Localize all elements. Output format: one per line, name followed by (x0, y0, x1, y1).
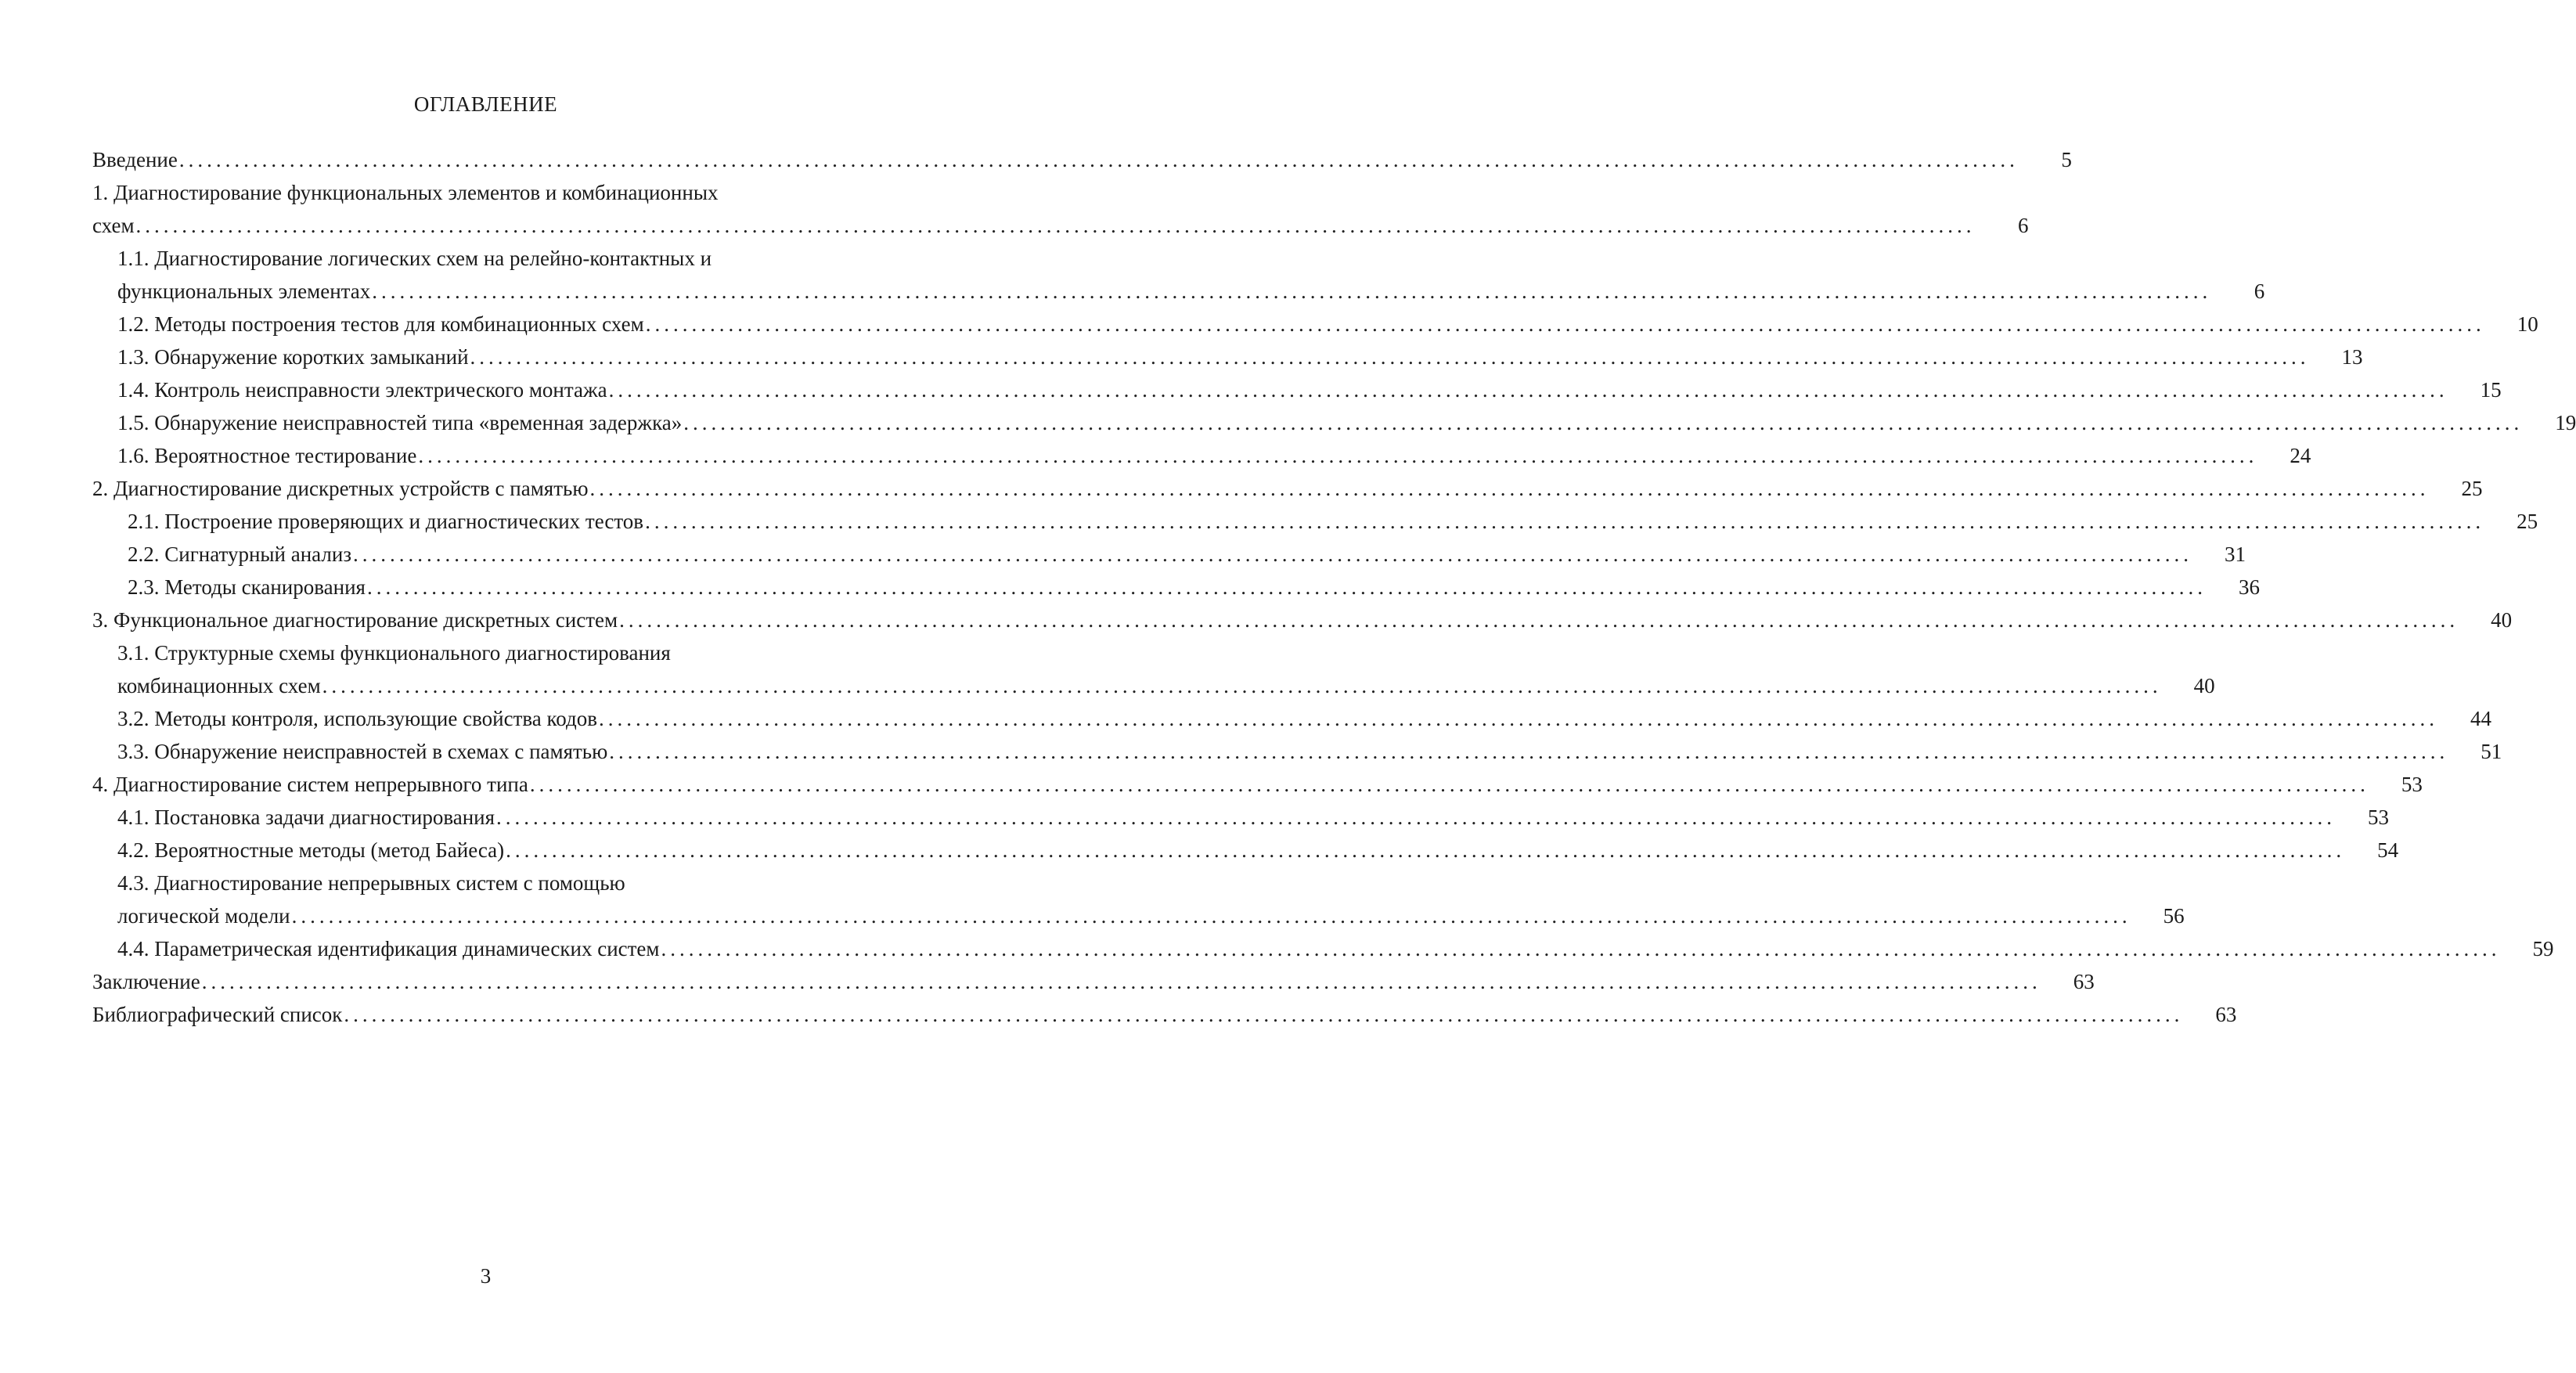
toc-entry-chapter-2 (92, 472, 2483, 505)
toc-entry-chapter-1 (92, 176, 885, 209)
toc-entry-4-1 (92, 801, 2390, 834)
dot-leader: ........................................................................................................................................................................................................ (496, 805, 2336, 829)
toc-entry-introduction (92, 143, 2072, 176)
toc-entry-2-3 (92, 571, 2260, 604)
toc-entry-text: 3.2. Методы контроля, использующие свойства кодов (117, 707, 597, 730)
toc-entry-page: 54 (2377, 838, 2399, 862)
toc-entry-page: 63 (2073, 970, 2095, 993)
toc-entry-page: 63 (2215, 1003, 2237, 1026)
toc-entry-page: 10 (2517, 312, 2538, 336)
toc-entry-text: 1.4. Контроль неисправности электрического монтажа (117, 378, 607, 402)
dot-leader: ........................................................................................................................................................................................................ (529, 773, 2369, 796)
toc-entry-4-2 (92, 834, 2399, 867)
toc-entry-text: 1.6. Вероятностное тестирование (117, 444, 417, 467)
toc-entry-page: 53 (2401, 773, 2423, 796)
table-of-contents (92, 143, 2576, 1031)
toc-entry-text: 1.3. Обнаружение коротких замыканий (117, 345, 469, 369)
toc-entry-text: 4.1. Постановка задачи диагностирования (117, 805, 495, 829)
toc-entry-chapter-1-cont (92, 209, 2029, 242)
toc-entry-4-3-cont (92, 899, 2185, 932)
toc-entry-text: Введение (92, 148, 178, 171)
toc-entry-1-1-cont (92, 275, 2265, 308)
toc-entry-page: 51 (2481, 740, 2502, 763)
toc-entry-text: 3. Функциональное диагностирование дискретных систем (92, 608, 618, 632)
toc-entry-page: 44 (2470, 707, 2491, 730)
toc-entry-4-3 (92, 867, 885, 899)
dot-leader: ........................................................................................................................................................................................................ (291, 904, 2131, 928)
toc-entry-text: 3.1. Структурные схемы функционального диагностирования (117, 641, 671, 665)
toc-entry-text: логической модели (117, 904, 290, 928)
dot-leader: ........................................................................................................................................................................................................ (178, 148, 2019, 171)
toc-entry-text: 1.5. Обнаружение неисправностей типа «временная задержка» (117, 411, 683, 434)
toc-entry-page: 6 (2018, 214, 2029, 237)
dot-leader: ........................................................................................................................................................................................................ (609, 740, 2449, 763)
dot-leader: ........................................................................................................................................................................................................ (135, 214, 1976, 237)
toc-entry-text: 2.2. Сигнатурный анализ (128, 542, 351, 566)
toc-entry-page: 5 (2061, 148, 2072, 171)
dot-leader: ........................................................................................................................................................................................................ (683, 411, 2524, 434)
toc-entry-text: 4.2. Вероятностные методы (метод Байеса) (117, 838, 505, 862)
toc-entry-page: 25 (2461, 477, 2483, 500)
toc-entry-text: Библиографический список (92, 1003, 343, 1026)
toc-entry-2-1 (92, 505, 2538, 538)
dot-leader: ........................................................................................................................................................................................................ (353, 542, 2192, 566)
toc-entry-1-6 (92, 439, 2311, 472)
toc-entry-page: 40 (2491, 608, 2513, 632)
dot-leader: ........................................................................................................................................................................................................ (619, 608, 2459, 632)
toc-entry-2-2 (92, 538, 2246, 571)
toc-entry-page: 31 (2225, 542, 2246, 566)
toc-entry-chapter-4 (92, 768, 2423, 801)
toc-entry-text: 4.3. Диагностирование непрерывных систем с помощью (117, 871, 625, 895)
dot-leader: ........................................................................................................................................................................................................ (661, 937, 2501, 960)
dot-leader: ........................................................................................................................................................................................................ (418, 444, 2258, 467)
toc-entry-page: 36 (2238, 575, 2260, 599)
dot-leader: ........................................................................................................................................................................................................ (645, 312, 2485, 336)
toc-entry-text: функциональных элементах (117, 279, 371, 303)
dot-leader: ........................................................................................................................................................................................................ (344, 1003, 2184, 1026)
toc-entry-text: 1.1. Диагностирование логических схем на релейно-контактных и (117, 247, 712, 270)
toc-entry-text: 4.4. Параметрическая идентификация динамических систем (117, 937, 660, 960)
dot-leader: ........................................................................................................................................................................................................ (645, 510, 2485, 533)
toc-entry-text: Заключение (92, 970, 200, 993)
toc-entry-1-2 (92, 308, 2538, 341)
toc-entry-page: 6 (2254, 279, 2265, 303)
dot-leader: ........................................................................................................................................................................................................ (366, 575, 2207, 599)
toc-entry-text: 1. Диагностирование функциональных элементов и комбинационных (92, 181, 719, 204)
page-number: 3 (480, 1264, 492, 1288)
toc-entry-text: схем (92, 214, 135, 237)
toc-entry-page: 15 (2480, 378, 2502, 402)
dot-leader: ........................................................................................................................................................................................................ (506, 838, 2346, 862)
dot-leader: ........................................................................................................................................................................................................ (372, 279, 2212, 303)
toc-entry-1-1 (92, 242, 885, 275)
toc-entry-text: 2. Диагностирование дискретных устройств с памятью (92, 477, 589, 500)
toc-entry-page: 53 (2368, 805, 2390, 829)
toc-entry-4-4 (92, 932, 2554, 965)
toc-entry-page: 56 (2163, 904, 2185, 928)
toc-entry-conclusion (92, 965, 2095, 998)
dot-leader: ........................................................................................................................................................................................................ (598, 707, 2438, 730)
toc-entry-text: 2.3. Методы сканирования (128, 575, 366, 599)
toc-entry-1-5 (92, 406, 2576, 439)
dot-leader: ........................................................................................................................................................................................................ (470, 345, 2310, 369)
toc-entry-1-3 (92, 341, 2363, 373)
toc-entry-text: 3.3. Обнаружение неисправностей в схемах с памятью (117, 740, 608, 763)
dot-leader: ........................................................................................................................................................................................................ (201, 970, 2041, 993)
toc-entry-text: 2.1. Построение проверяющих и диагностических тестов (128, 510, 644, 533)
toc-entry-page: 24 (2290, 444, 2311, 467)
toc-entry-page: 40 (2193, 674, 2215, 697)
dot-leader: ........................................................................................................................................................................................................ (589, 477, 2430, 500)
toc-entry-text: комбинационных схем (117, 674, 321, 697)
toc-entry-3-1 (92, 636, 885, 669)
toc-entry-page: 19 (2555, 411, 2576, 434)
toc-entry-text: 1.2. Методы построения тестов для комбинационных схем (117, 312, 644, 336)
toc-entry-bibliography (92, 998, 2237, 1031)
toc-title: ОГЛАВЛЕНИЕ (413, 92, 558, 116)
toc-entry-3-1-cont (92, 669, 2215, 702)
toc-entry-page: 59 (2532, 937, 2554, 960)
dot-leader: ........................................................................................................................................................................................................ (608, 378, 2448, 402)
toc-entry-page: 13 (2341, 345, 2363, 369)
dot-leader: ........................................................................................................................................................................................................ (322, 674, 2162, 697)
toc-entry-1-4 (92, 373, 2502, 406)
toc-entry-page: 25 (2517, 510, 2538, 533)
toc-entry-3-2 (92, 702, 2491, 735)
toc-entry-text: 4. Диагностирование систем непрерывного типа (92, 773, 528, 796)
toc-entry-chapter-3 (92, 604, 2513, 636)
toc-entry-3-3 (92, 735, 2502, 768)
